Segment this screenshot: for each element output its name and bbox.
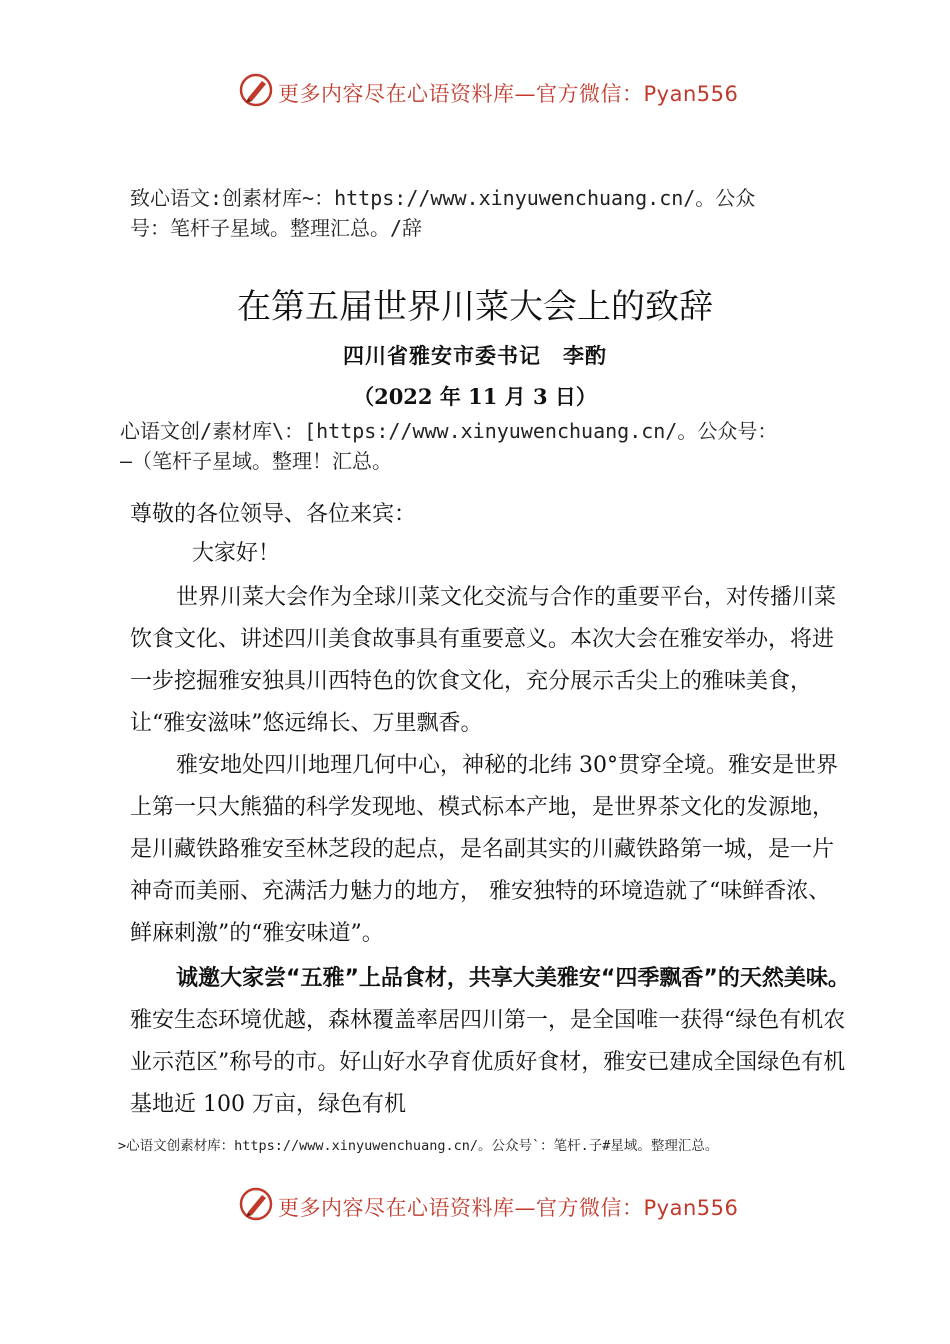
document-title: 在第五届世界川菜大会上的致辞 — [237, 287, 713, 327]
document-date: （2022 年 11 月 3 日） — [353, 384, 597, 409]
source-note-footer: >心语文创素材库：https://www.xinyuwenchuang.cn/。公众号`：笔杆.子#星域。整理汇总。 — [118, 1138, 719, 1154]
source-note-line: 心语文创/素材库\：[https://www.xinyuwenchuang.cn/。公众号： — [120, 419, 778, 443]
salutation: 尊敬的各位领导、各位来宾： — [130, 502, 417, 527]
paragraph-1: 世界川菜大会作为全球川菜文化交流与合作的重要平台，对传播川菜饮食文化、讲述四川美食故事具有重要意义。本次大会在雅安举办，将进一步挖掘雅安独具川西特色的饮食文化，充分展示舌尖上的雅味美食，让“雅安滋味”悠远绵长、万里飘香。 — [130, 585, 837, 736]
pen-logo-icon — [238, 1186, 274, 1222]
header-banner — [0, 72, 950, 112]
source-note-top — [130, 183, 755, 243]
paragraph-3 — [130, 958, 850, 1126]
source-note-line: —（笔杆子星域。整理！汇总。 — [120, 449, 393, 473]
greeting: 大家好！ — [192, 541, 281, 566]
footer-banner — [0, 1186, 950, 1226]
source-note-line: 号：笔杆子星域。整理汇总。/辞 — [130, 216, 423, 240]
paragraph-2: 雅安地处四川地理几何中心，神秘的北纬 30°贯穿全境。雅安是世界上第一只大熊猫的科学发现地、模式标本产地，是世界茶文化的发源地，是川藏铁路雅安至林芝段的起点，是名副其实的川藏铁路第一城，是一片神奇而美丽、充满活力魅力的地方， 雅安独特的环境造就了“味鲜香浓、鲜麻刺激”的“雅安味道”。 — [130, 753, 838, 946]
paragraph-3-text: 雅安生态环境优越，森林覆盖率居四川第一，是全国唯一获得“绿色有机农业示范区”称号的市。好山好水孕育优质好食材，雅安已建成全国绿色有机基地近 100 万亩，绿色有机 — [130, 1008, 846, 1117]
banner-text: 更多内容尽在心语资料库—官方微信：Pyan556 — [278, 82, 739, 106]
document-author: 四川省雅安市委书记 李酌 — [343, 343, 607, 368]
paragraph-3-heading: 诚邀大家尝“五雅”上品食材，共享大美雅安“四季飘香”的天然美味。 — [176, 966, 850, 991]
banner-text: 更多内容尽在心语资料库—官方微信：Pyan556 — [278, 1196, 739, 1220]
pen-logo-icon — [238, 72, 274, 108]
source-note-line: 致心语文:创素材库~：https://www.xinyuwenchuang.cn/。公众 — [130, 186, 756, 210]
source-note-mid — [120, 416, 777, 476]
